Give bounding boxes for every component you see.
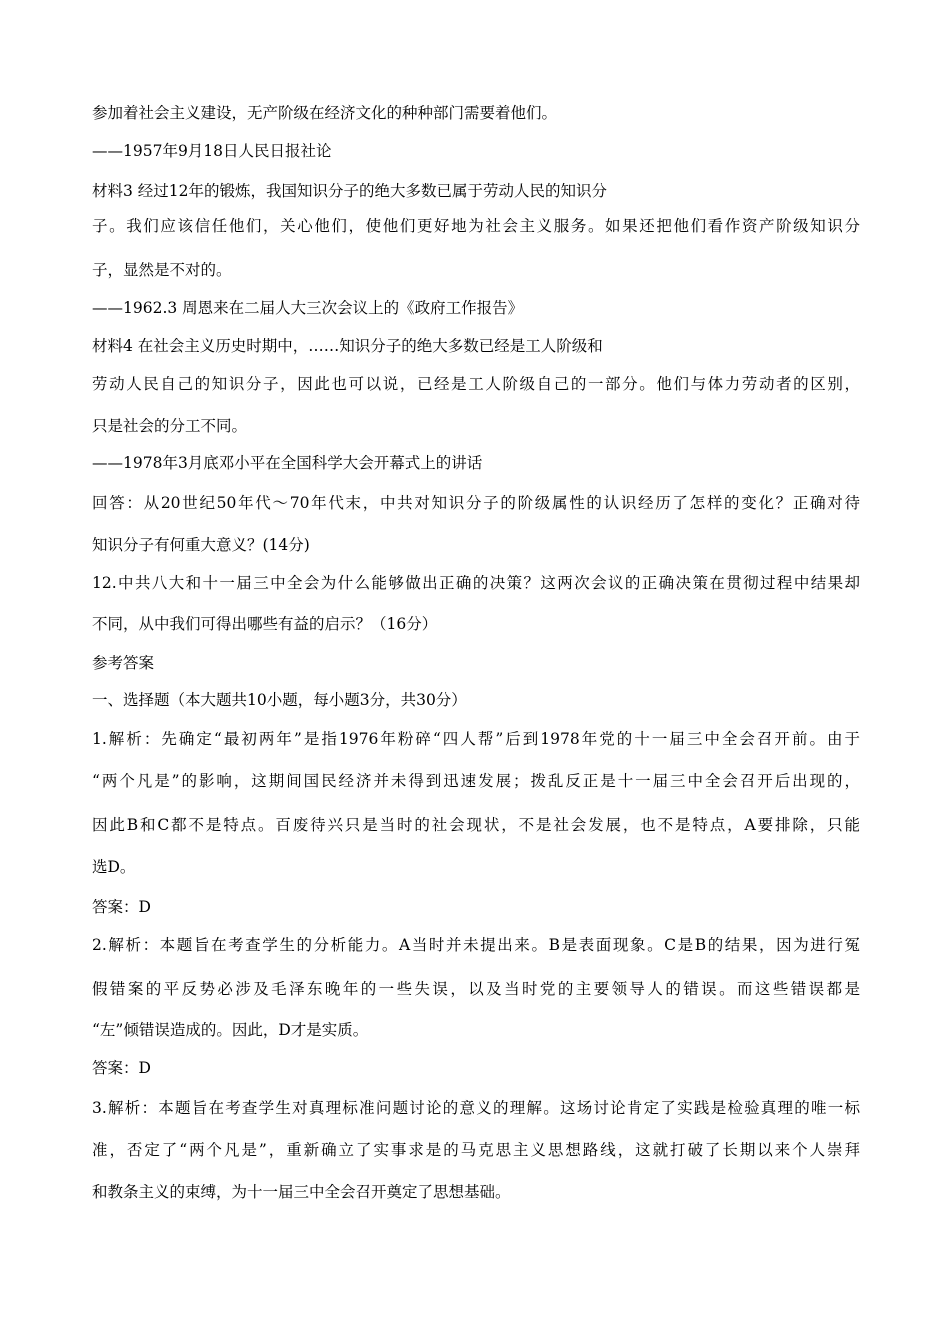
answer-key: 答案：D bbox=[92, 1059, 151, 1077]
section-heading: 一、选择题（本大题共10小题，每小题3分，共30分） bbox=[92, 691, 467, 709]
question-line: 知识分子有何重大意义？(14分) bbox=[92, 536, 310, 554]
answer-line: 1.解析：先确定“最初两年”是指1976年粉碎“四人帮”后到1978年党的十一届三中全会召开前。由于 bbox=[92, 730, 860, 748]
question-line: 不同，从中我们可得出哪些有益的启示？（16分） bbox=[92, 615, 438, 633]
answer-line: 假错案的平反势必涉及毛泽东晚年的一些失误，以及当时党的主要领导人的错误。而这些错误都是 bbox=[92, 980, 860, 998]
answer-line: 和教条主义的束缚，为十一届三中全会召开奠定了思想基础。 bbox=[92, 1183, 511, 1201]
section-heading: 参考答案 bbox=[92, 654, 155, 672]
text-line: 劳动人民自己的知识分子，因此也可以说，已经是工人阶级自己的一部分。他们与体力劳动者的区别， bbox=[92, 375, 860, 393]
answer-line: 选D。 bbox=[92, 858, 136, 876]
answer-key: 答案：D bbox=[92, 898, 151, 916]
citation-line: ——1978年3月底邓小平在全国科学大会开幕式上的讲话 bbox=[92, 454, 483, 472]
document-page bbox=[92, 0, 862, 1344]
answer-line: 2.解析：本题旨在考查学生的分析能力。A当时并未提出来。B是表面现象。C是B的结果，因为进行冤 bbox=[92, 936, 860, 954]
text-line: 子。我们应该信任他们，关心他们，使他们更好地为社会主义服务。如果还把他们看作资产阶级知识分 bbox=[92, 217, 860, 235]
question-line: 回答：从20世纪50年代～70年代末，中共对知识分子的阶级属性的认识经历了怎样的变化？正确对待 bbox=[92, 494, 860, 512]
answer-line: 因此B和C都不是特点。百废待兴只是当时的社会现状，不是社会发展，也不是特点，A要排除，只能 bbox=[92, 816, 860, 834]
citation-line: ——1957年9月18日人民日报社论 bbox=[92, 142, 332, 160]
text-line: 材料3 经过12年的锻炼，我国知识分子的绝大多数已属于劳动人民的知识分 bbox=[92, 182, 608, 200]
question-line: 12.中共八大和十一届三中全会为什么能够做出正确的决策？这两次会议的正确决策在贯彻过程中结果却 bbox=[92, 574, 860, 592]
answer-line: “左”倾错误造成的。因此，D才是实质。 bbox=[92, 1021, 369, 1039]
text-line: 子，显然是不对的。 bbox=[92, 261, 232, 279]
text-line: 参加着社会主义建设，无产阶级在经济文化的种种部门需要着他们。 bbox=[92, 104, 558, 122]
text-line: 只是社会的分工不同。 bbox=[92, 417, 248, 435]
answer-line: 准，否定了“两个凡是”，重新确立了实事求是的马克思主义思想路线，这就打破了长期以来个人崇拜 bbox=[92, 1141, 860, 1159]
answer-line: “两个凡是”的影响，这期间国民经济并未得到迅速发展；拨乱反正是十一届三中全会召开后出现的， bbox=[92, 772, 860, 790]
text-line: 材料4 在社会主义历史时期中，……知识分子的绝大多数已经是工人阶级和 bbox=[92, 337, 603, 355]
answer-line: 3.解析：本题旨在考查学生对真理标准问题讨论的意义的理解。这场讨论肯定了实践是检验真理的唯一标 bbox=[92, 1099, 860, 1117]
citation-line: ——1962.3 周恩来在二届人大三次会议上的《政府工作报告》 bbox=[92, 299, 524, 317]
